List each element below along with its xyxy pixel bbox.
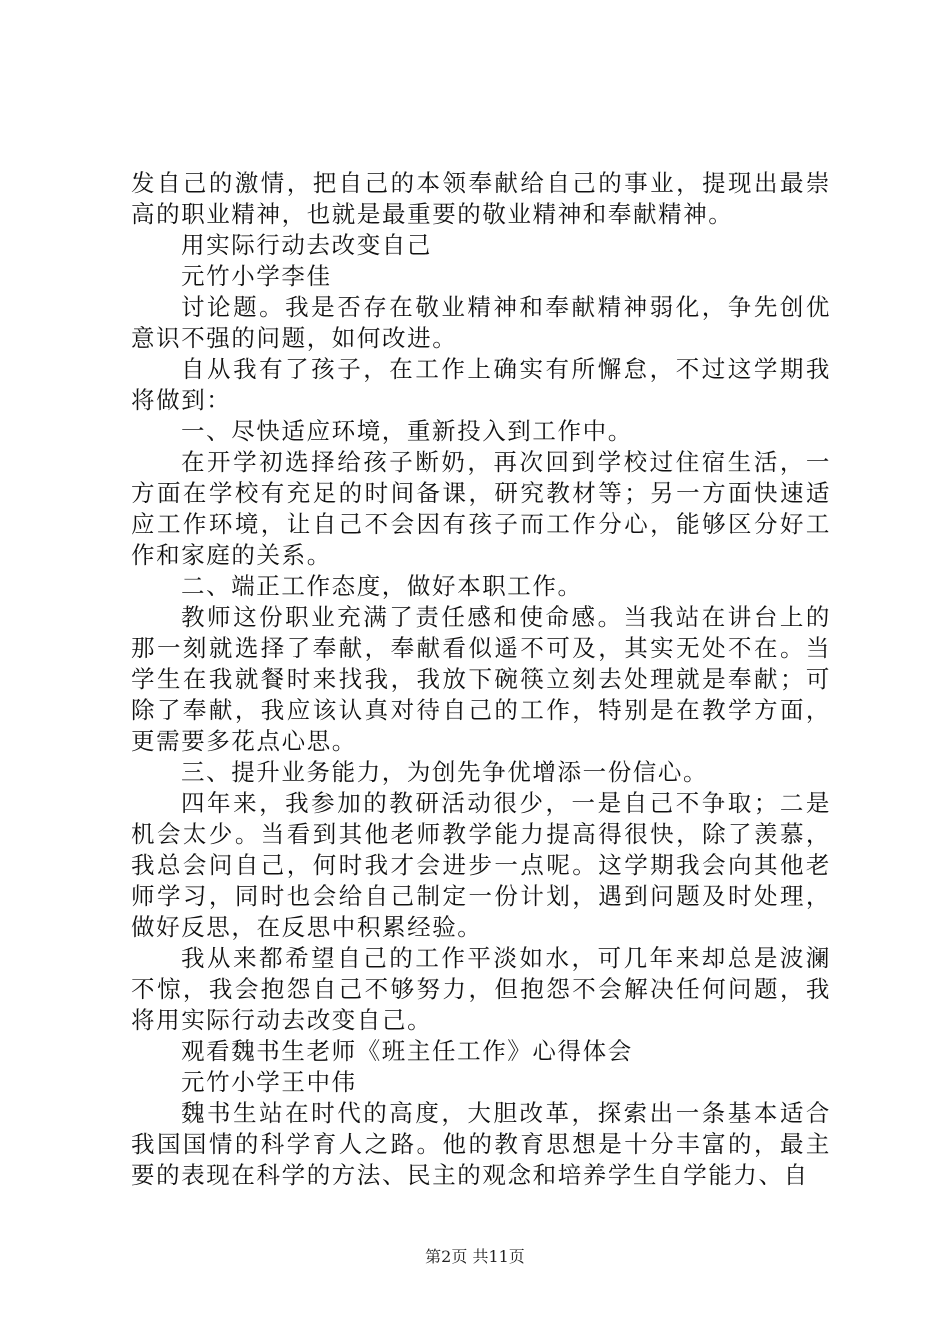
author-line: 元竹小学王中伟	[181, 1068, 357, 1096]
paragraph: 发自己的激情，把自己的本领奉献给自己的事业，提现出最崇高的职业精神，也就是最重要的敬业精神和奉献精神。	[131, 169, 831, 228]
paragraph: 魏书生站在时代的高度，大胆改革，探索出一条基本适合我国国情的科学育人之路。他的教育思想是十分丰富的，最主要的表现在科学的方法、民主的观念和培养学生自学能力、自	[131, 1099, 831, 1189]
document-body	[131, 168, 831, 1191]
paragraph: 自从我有了孩子，在工作上确实有所懈怠，不过这学期我将做到：	[131, 355, 831, 414]
list-heading: 三、提升业务能力，为创先争优增添一份信心。	[181, 758, 709, 786]
list-heading: 二、端正工作态度，做好本职工作。	[181, 572, 583, 600]
author-line: 元竹小学李佳	[181, 262, 332, 290]
paragraph: 四年来，我参加的教研活动很少，一是自己不争取；二是机会太少。当看到其他老师教学能力提高得很快，除了羡慕，我总会问自己，何时我才会进步一点呢。这学期我会向其他老师学习，同时也会给自己制定一份计划，遇到问题及时处理，做好反思，在反思中积累经验。	[131, 789, 831, 941]
page-footer	[0, 1244, 950, 1267]
section-title: 观看魏书生老师《班主任工作》心得体会	[181, 1037, 633, 1065]
paragraph: 我从来都希望自己的工作平淡如水，可几年来却总是波澜不惊，我会抱怨自己不够努力，但抱怨不会解决任何问题，我将用实际行动去改变自己。	[131, 944, 831, 1034]
paragraph: 在开学初选择给孩子断奶，再次回到学校过住宿生活，一方面在学校有充足的时间备课，研究教材等；另一方面快速适应工作环境，让自己不会因有孩子而工作分心，能够区分好工作和家庭的关系。	[131, 448, 831, 569]
section-title: 用实际行动去改变自己	[181, 231, 432, 259]
page-number: 第2页 共11页	[425, 1247, 525, 1266]
paragraph: 讨论题。我是否存在敬业精神和奉献精神弱化，争先创优意识不强的问题，如何改进。	[131, 293, 831, 352]
paragraph: 教师这份职业充满了责任感和使命感。当我站在讲台上的那一刻就选择了奉献，奉献看似遥不可及，其实无处不在。当学生在我就餐时来找我，我放下碗筷立刻去处理就是奉献；可除了奉献，我应该认真对待自己的工作，特别是在教学方面，更需要多花点心思。	[131, 603, 831, 755]
list-heading: 一、尽快适应环境，重新投入到工作中。	[181, 417, 633, 445]
